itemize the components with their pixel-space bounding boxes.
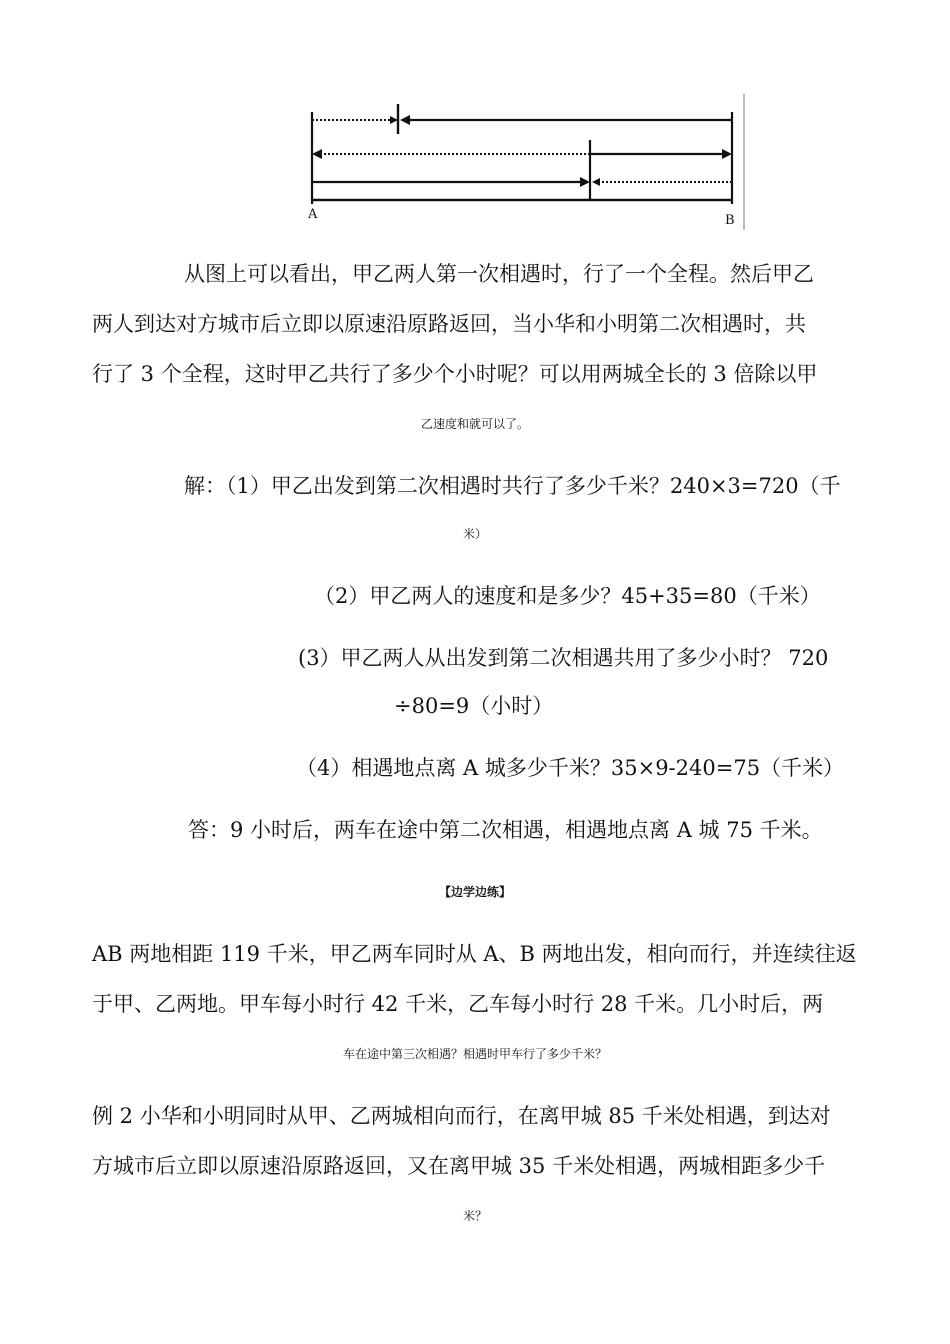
- arrowhead-left-1: [400, 115, 410, 125]
- solution-step-1-cont: 米）: [462, 527, 487, 541]
- solution-step-4: （4）相遇地点离 A 城多少千米？35×9-240=75（千米）: [296, 756, 845, 780]
- arrowhead-right-3: [580, 177, 590, 187]
- arrowhead-right-1: [390, 116, 398, 124]
- solution-step-2: （2）甲乙两人的速度和是多少？45+35=80（千米）: [314, 584, 821, 608]
- solution-step-3-cont: ÷80=9（小时）: [394, 694, 554, 718]
- example-line: 例 2 小华和小明同时从甲、乙两城相向而行，在离甲城 85 千米处相遇，到达对: [92, 1104, 831, 1128]
- meeting-route-diagram: [294, 94, 746, 230]
- example-line: 方城市后立即以原速沿原路返回，又在离甲城 35 千米处相遇，两城相距多少千: [92, 1154, 826, 1178]
- paragraph-line: 两人到达对方城市后立即以原速沿原路返回，当小华和小明第二次相遇时，共: [92, 312, 806, 336]
- solution-step-3: (3）甲乙两人从出发到第二次相遇共用了多少小时？ 720: [298, 646, 829, 670]
- city-b-label: B: [725, 213, 735, 228]
- section-heading: 【边学边练】: [438, 885, 511, 899]
- arrowhead-right-2: [722, 149, 732, 159]
- paragraph-line: 行了 3 个全程，这时甲乙共行了多少个小时呢？可以用两城全长的 3 倍除以甲: [92, 362, 818, 386]
- city-a-label: A: [308, 207, 318, 222]
- arrowhead-left-3: [592, 178, 600, 186]
- arrowhead-left-2: [312, 149, 322, 159]
- solution-step-1: 解：（1）甲乙出发到第二次相遇时共行了多少千米？240×3=720（千: [184, 474, 841, 498]
- answer-line: 答：9 小时后，两车在途中第二次相遇，相遇地点离 A 城 75 千米。: [188, 818, 823, 842]
- practice-line: AB 两地相距 119 千米，甲乙两车同时从 A、B 两地出发，相向而行，并连续往返: [92, 942, 857, 966]
- example-line: 米？: [462, 1209, 487, 1223]
- practice-line: 于甲、乙两地。甲车每小时行 42 千米，乙车每小时行 28 千米。几小时后，两: [92, 992, 824, 1016]
- practice-line: 车在途中第三次相遇？相遇时甲车行了多少千米？: [342, 1047, 607, 1061]
- paragraph-line: 乙速度和就可以了。: [420, 417, 529, 431]
- paragraph-line: 从图上可以看出，甲乙两人第一次相遇时，行了一个全程。然后甲乙: [184, 262, 814, 286]
